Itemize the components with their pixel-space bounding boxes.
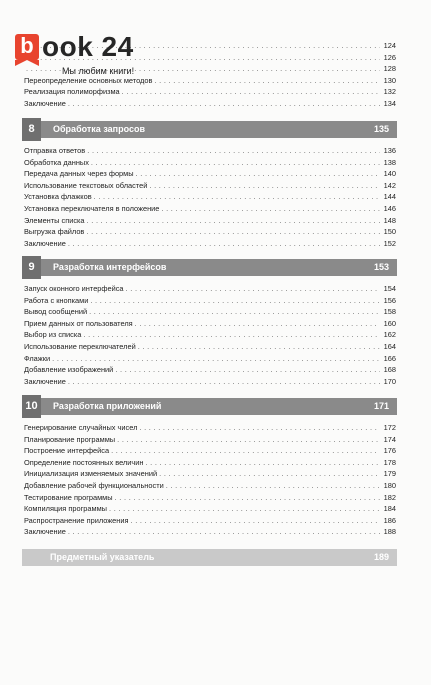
toc-chapter-9-entries (24, 283, 396, 387)
toc-entry (24, 168, 396, 180)
toc-leader-dots (68, 238, 380, 250)
toc-leader-dots (149, 180, 380, 192)
toc-entry (24, 191, 396, 203)
toc-entry-title: Компиляция программы (24, 504, 107, 514)
logo-wordmark: ook 24 (42, 31, 134, 62)
toc-entry (24, 364, 396, 376)
toc-leader-dots (166, 480, 380, 492)
toc-entry-page: 146 (383, 203, 396, 213)
toc-entry-page: 160 (383, 318, 396, 328)
toc-entry-title: Генерирование случайных чисел (24, 423, 138, 432)
toc-chapter-10-entries (24, 422, 396, 538)
toc-entry-title: Планирование программы (24, 434, 116, 444)
chapter-number: 10 (22, 395, 41, 418)
toc-entry-page: 152 (383, 238, 396, 248)
toc-entry-page: 158 (383, 307, 396, 317)
chapter-header-10 (22, 398, 397, 415)
toc-entry (24, 480, 396, 492)
toc-leader-dots (90, 295, 380, 307)
toc-leader-dots (111, 445, 380, 457)
toc-leader-dots (138, 341, 380, 353)
toc-entry-title: Обработка данных (24, 157, 89, 167)
toc-entry-title: Переопределение основных методов (24, 75, 153, 85)
toc-leader-dots (161, 203, 380, 215)
toc-entry (24, 318, 396, 330)
toc-leader-dots (89, 306, 380, 318)
toc-leader-dots (159, 468, 380, 480)
chapter-page: 135 (373, 124, 389, 134)
toc-entry-page: 186 (383, 515, 396, 525)
toc-entry-page: 148 (383, 215, 396, 225)
toc-entry-title: Элементы списка (24, 215, 85, 225)
toc-entry-page: 130 (383, 75, 396, 85)
toc-leader-dots (68, 376, 380, 388)
toc-entry-title: Распространение приложения (24, 515, 129, 525)
chapter-header-8 (22, 121, 397, 138)
toc-leader-dots (68, 526, 380, 538)
chapter-page: 153 (373, 262, 389, 272)
toc-entry (24, 457, 396, 469)
toc-entry-page: 142 (383, 180, 396, 190)
toc-entry-page: 182 (383, 492, 396, 502)
toc-entry-title: Установка флажков (24, 192, 92, 202)
toc-leader-dots (115, 492, 380, 504)
toc-entry-page: 140 (383, 169, 396, 179)
toc-leader-dots (136, 168, 380, 180)
toc-entry-title: Работа с кнопками (24, 295, 89, 305)
toc-entry-page: 162 (383, 330, 396, 340)
toc-leader-dots (109, 503, 380, 515)
toc-entry (24, 238, 396, 250)
toc-entry-title: Отправка ответов (24, 146, 86, 155)
toc-entry (24, 203, 396, 215)
toc-leader-dots (52, 353, 380, 365)
chapter-title: Предметный указатель (50, 552, 155, 562)
toc-leader-dots (83, 329, 380, 341)
toc-entry-title: Передача данных через формы (24, 169, 134, 179)
toc-leader-dots (154, 75, 380, 87)
toc-entry (24, 468, 396, 480)
toc-entry (24, 526, 396, 538)
toc-entry-title: Реализация полиморфизма (24, 87, 120, 97)
toc-entry-page: 138 (383, 157, 396, 167)
toc-entry (24, 492, 396, 504)
toc-entry-page: 154 (383, 284, 396, 293)
toc-entry (24, 215, 396, 227)
toc-entry-page: 164 (383, 341, 396, 351)
toc-leader-dots (94, 191, 380, 203)
toc-entry-title: Заключение (24, 238, 66, 248)
chapter-title: Разработка приложений (53, 401, 162, 411)
toc-leader-dots (86, 226, 380, 238)
toc-leader-dots (115, 364, 380, 376)
toc-entry-title: Флажки (24, 353, 51, 363)
book24-logo (15, 28, 155, 88)
toc-entry (24, 295, 396, 307)
toc-entry (24, 283, 396, 295)
toc-leader-dots (145, 457, 380, 469)
toc-entry-page: 170 (383, 376, 396, 386)
toc-entry-title: Заключение (24, 527, 66, 537)
toc-leader-dots (117, 434, 380, 446)
toc-entry-title: Заключение (24, 376, 66, 386)
toc-entry (24, 86, 396, 98)
toc-entry-page: 166 (383, 353, 396, 363)
toc-leader-dots (135, 318, 380, 330)
toc-entry (24, 422, 396, 434)
toc-entry-title: Инициализация изменяемых значений (24, 469, 158, 479)
toc-leader-dots (68, 98, 380, 110)
toc-leader-dots (87, 145, 380, 157)
toc-entry-title: Вывод сообщений (24, 307, 88, 317)
toc-leader-dots (87, 215, 380, 227)
toc-entry-title: Запуск оконного интерфейса (24, 284, 124, 293)
toc-leader-dots (126, 283, 380, 295)
toc-entry-page: 136 (383, 146, 396, 155)
chapter-page: 171 (373, 401, 389, 411)
chapter-header-9 (22, 259, 397, 276)
toc-entry (24, 341, 396, 353)
toc-chapter-8-entries (24, 145, 396, 249)
toc-entry-page: 128 (383, 64, 396, 74)
toc-entry-page: 144 (383, 192, 396, 202)
toc-entry-page: 179 (383, 469, 396, 479)
toc-entry-title: Установка переключателя в положение (24, 203, 160, 213)
logo-slogan: Мы любим книги! (62, 66, 135, 76)
chapter-number: 9 (22, 256, 41, 279)
toc-entry-page: 168 (383, 365, 396, 375)
toc-entry-page: 174 (383, 434, 396, 444)
toc-leader-dots (131, 515, 380, 527)
toc-entry-title: Построение интерфейса (24, 446, 110, 456)
chapter-page: 189 (373, 552, 389, 562)
toc-entry-page: 178 (383, 457, 396, 467)
toc-entry (24, 503, 396, 515)
toc-leader-dots (91, 157, 380, 169)
subject-index-header (22, 549, 397, 566)
chapter-title: Разработка интерфейсов (53, 262, 167, 272)
toc-entry (24, 445, 396, 457)
logo-b-badge: b (15, 34, 39, 60)
toc-entry-title: Определение постоянных величин (24, 457, 144, 467)
toc-entry-page: 132 (383, 87, 396, 97)
toc-entry-title: Добавление рабочей функциональности (24, 480, 164, 490)
chapter-title: Обработка запросов (53, 124, 146, 134)
toc-entry (24, 180, 396, 192)
toc-entry (24, 226, 396, 238)
toc-entry-page: 150 (383, 227, 396, 237)
toc-entry-title: Добавление изображений (24, 365, 114, 375)
toc-entry (24, 515, 396, 527)
toc-entry-page: 188 (383, 527, 396, 537)
toc-entry (24, 157, 396, 169)
toc-entry-page: 126 (383, 52, 396, 62)
toc-entry-title: Тестирование программы (24, 492, 113, 502)
toc-entry-title: Использование текстовых областей (24, 180, 148, 190)
toc-entry-page: 180 (383, 480, 396, 490)
toc-entry (24, 353, 396, 365)
toc-entry-title: Выбор из списка (24, 330, 82, 340)
toc-entry-title: Использование переключателей (24, 341, 136, 351)
toc-entry-title: Заключение (24, 98, 66, 108)
toc-entry (24, 376, 396, 388)
toc-entry-page: 184 (383, 504, 396, 514)
toc-entry-page: 176 (383, 446, 396, 456)
toc-entry (24, 434, 396, 446)
toc-entry (24, 98, 396, 110)
toc-entry-page: 156 (383, 295, 396, 305)
toc-entry-title: Прием данных от пользователя (24, 318, 133, 328)
toc-entry (24, 329, 396, 341)
chapter-number: 8 (22, 118, 41, 141)
toc-entry-title: Выгрузка файлов (24, 227, 85, 237)
toc-leader-dots (122, 86, 380, 98)
toc-entry-page: 134 (383, 98, 396, 108)
toc-entry (24, 306, 396, 318)
toc-leader-dots (139, 422, 380, 434)
toc-entry-page: 172 (383, 423, 396, 432)
toc-entry-page: 124 (383, 41, 396, 50)
toc-entry (24, 145, 396, 157)
